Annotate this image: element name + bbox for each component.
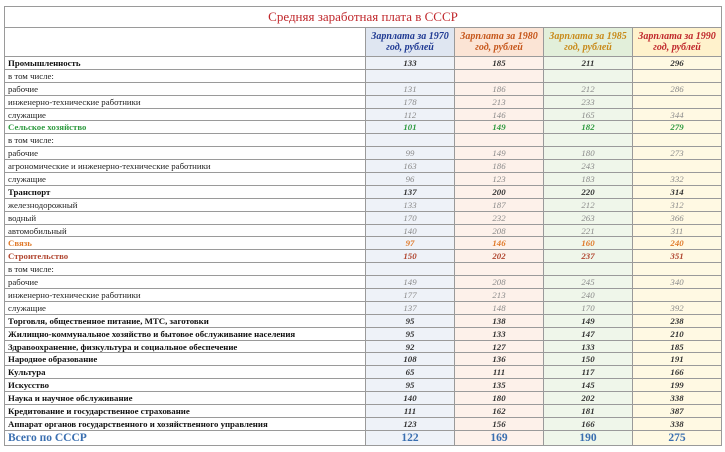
value-1980: 136 [455, 353, 544, 366]
value-1970: 95 [366, 379, 455, 392]
value-1985: 211 [544, 57, 633, 70]
value-1980: 111 [455, 366, 544, 379]
row-label: инженерно-технические работники [5, 95, 366, 108]
total-value-1970: 122 [366, 430, 455, 445]
row-label: в том числе: [5, 134, 366, 147]
row-label: Народное образование [5, 353, 366, 366]
row-label: автомобильный [5, 224, 366, 237]
header-blank-cell [5, 28, 366, 57]
value-1970: 95 [366, 314, 455, 327]
table-row [5, 392, 722, 405]
value-1985: 221 [544, 224, 633, 237]
value-1990 [633, 263, 722, 276]
value-1980: 149 [455, 121, 544, 134]
value-1990 [633, 289, 722, 302]
value-1990: 392 [633, 301, 722, 314]
row-label: Жилищно-коммунальное хозяйство и бытовое обслуживание населения [5, 327, 366, 340]
value-1970: 96 [366, 173, 455, 186]
table-row [5, 224, 722, 237]
value-1990: 199 [633, 379, 722, 392]
table-row [5, 134, 722, 147]
value-1990: 166 [633, 366, 722, 379]
table-row [5, 289, 722, 302]
row-label: инженерно-технические работники [5, 289, 366, 302]
row-label: Транспорт [5, 185, 366, 198]
value-1980: 180 [455, 392, 544, 405]
value-1980: 146 [455, 237, 544, 250]
value-1980: 232 [455, 211, 544, 224]
row-label: рабочие [5, 82, 366, 95]
value-1990: 279 [633, 121, 722, 134]
value-1980: 148 [455, 301, 544, 314]
value-1980: 187 [455, 198, 544, 211]
table-row [5, 353, 722, 366]
value-1990 [633, 160, 722, 173]
value-1970: 150 [366, 250, 455, 263]
row-label: водный [5, 211, 366, 224]
row-label: Строительство [5, 250, 366, 263]
value-1970: 178 [366, 95, 455, 108]
value-1980: 200 [455, 185, 544, 198]
table-row [5, 185, 722, 198]
value-1980: 133 [455, 327, 544, 340]
table-row [5, 301, 722, 314]
total-value-1985: 190 [544, 430, 633, 445]
value-1970: 131 [366, 82, 455, 95]
value-1990: 185 [633, 340, 722, 353]
table-row [5, 379, 722, 392]
value-1990: 338 [633, 392, 722, 405]
value-1985: 180 [544, 147, 633, 160]
value-1985: 245 [544, 276, 633, 289]
table-row [5, 417, 722, 430]
value-1980: 123 [455, 173, 544, 186]
value-1990: 296 [633, 57, 722, 70]
value-1990: 387 [633, 405, 722, 418]
value-1985: 237 [544, 250, 633, 263]
value-1990: 340 [633, 276, 722, 289]
value-1980: 149 [455, 147, 544, 160]
row-label: служащие [5, 108, 366, 121]
table-row [5, 57, 722, 70]
value-1970 [366, 134, 455, 147]
row-label: служащие [5, 301, 366, 314]
value-1980 [455, 263, 544, 276]
row-label: Наука и научное обслуживание [5, 392, 366, 405]
value-1990: 338 [633, 417, 722, 430]
table-body [5, 57, 722, 446]
table-row [5, 211, 722, 224]
table-row [5, 276, 722, 289]
value-1970: 177 [366, 289, 455, 302]
value-1985: 170 [544, 301, 633, 314]
value-1985 [544, 134, 633, 147]
value-1980: 202 [455, 250, 544, 263]
value-1985: 243 [544, 160, 633, 173]
value-1990: 314 [633, 185, 722, 198]
value-1990 [633, 69, 722, 82]
value-1985: 165 [544, 108, 633, 121]
table-row [5, 173, 722, 186]
value-1980: 185 [455, 57, 544, 70]
table-row [5, 327, 722, 340]
value-1970: 133 [366, 198, 455, 211]
value-1990: 312 [633, 198, 722, 211]
table-row [5, 82, 722, 95]
row-label: Промышленность [5, 57, 366, 70]
value-1990: 351 [633, 250, 722, 263]
value-1985: 133 [544, 340, 633, 353]
salary-table-container [4, 6, 721, 446]
value-1985: 149 [544, 314, 633, 327]
value-1970: 123 [366, 417, 455, 430]
total-value-1990: 275 [633, 430, 722, 445]
table-row [5, 340, 722, 353]
value-1985: 240 [544, 289, 633, 302]
value-1970: 133 [366, 57, 455, 70]
row-label: Сельское хозяйство [5, 121, 366, 134]
value-1990: 332 [633, 173, 722, 186]
value-1980: 162 [455, 405, 544, 418]
value-1990 [633, 134, 722, 147]
value-1980: 208 [455, 224, 544, 237]
row-label: в том числе: [5, 263, 366, 276]
row-label: железнодорожный [5, 198, 366, 211]
row-label: рабочие [5, 276, 366, 289]
value-1985: 202 [544, 392, 633, 405]
table-row [5, 198, 722, 211]
value-1980 [455, 134, 544, 147]
row-label: агрономические и инженерно-технические работники [5, 160, 366, 173]
value-1980: 186 [455, 160, 544, 173]
table-row [5, 250, 722, 263]
row-label: Торговля, общественное питание, МТС, заготовки [5, 314, 366, 327]
value-1970 [366, 263, 455, 276]
salary-table [4, 6, 722, 446]
value-1985: 166 [544, 417, 633, 430]
header-1970: Зарплата за 1970 год, рублей [366, 28, 455, 57]
table-row [5, 160, 722, 173]
value-1985: 212 [544, 198, 633, 211]
value-1990: 273 [633, 147, 722, 160]
row-label: служащие [5, 173, 366, 186]
row-label: Искусство [5, 379, 366, 392]
value-1970: 99 [366, 147, 455, 160]
header-1990: Зарплата за 1990 год, рублей [633, 28, 722, 57]
table-row [5, 366, 722, 379]
value-1970: 101 [366, 121, 455, 134]
total-label: Всего по СССР [5, 430, 366, 445]
row-label: Аппарат органов государственного и хозяйственного управления [5, 417, 366, 430]
value-1985: 160 [544, 237, 633, 250]
value-1970: 97 [366, 237, 455, 250]
table-row [5, 108, 722, 121]
value-1970: 111 [366, 405, 455, 418]
row-label: Культура [5, 366, 366, 379]
value-1990: 311 [633, 224, 722, 237]
value-1970: 140 [366, 392, 455, 405]
value-1990: 240 [633, 237, 722, 250]
value-1990: 210 [633, 327, 722, 340]
row-label: Здравоохранение, физкультура и социальное обеспечение [5, 340, 366, 353]
header-1985: Зарплата за 1985 год, рублей [544, 28, 633, 57]
value-1985 [544, 263, 633, 276]
value-1985: 150 [544, 353, 633, 366]
table-row [5, 121, 722, 134]
value-1985: 147 [544, 327, 633, 340]
value-1990 [633, 95, 722, 108]
value-1985: 183 [544, 173, 633, 186]
table-row [5, 263, 722, 276]
value-1980: 156 [455, 417, 544, 430]
value-1990: 344 [633, 108, 722, 121]
value-1985: 220 [544, 185, 633, 198]
value-1985: 263 [544, 211, 633, 224]
total-row [5, 430, 722, 445]
value-1970: 137 [366, 185, 455, 198]
value-1970 [366, 69, 455, 82]
value-1980: 135 [455, 379, 544, 392]
value-1980: 138 [455, 314, 544, 327]
row-label: Связь [5, 237, 366, 250]
value-1980: 213 [455, 289, 544, 302]
value-1970: 65 [366, 366, 455, 379]
value-1970: 112 [366, 108, 455, 121]
value-1980 [455, 69, 544, 82]
value-1985: 145 [544, 379, 633, 392]
value-1990: 238 [633, 314, 722, 327]
value-1990: 191 [633, 353, 722, 366]
value-1970: 95 [366, 327, 455, 340]
row-label: Кредитование и государственное страхование [5, 405, 366, 418]
value-1980: 146 [455, 108, 544, 121]
header-1980: Зарплата за 1980 год, рублей [455, 28, 544, 57]
value-1980: 213 [455, 95, 544, 108]
table-title: Средняя заработная плата в СССР [5, 7, 722, 28]
row-label: в том числе: [5, 69, 366, 82]
value-1990: 286 [633, 82, 722, 95]
table-row [5, 147, 722, 160]
value-1970: 92 [366, 340, 455, 353]
value-1985: 117 [544, 366, 633, 379]
value-1970: 137 [366, 301, 455, 314]
value-1990: 366 [633, 211, 722, 224]
value-1970: 163 [366, 160, 455, 173]
row-label: рабочие [5, 147, 366, 160]
table-row [5, 237, 722, 250]
value-1970: 108 [366, 353, 455, 366]
value-1985: 182 [544, 121, 633, 134]
value-1980: 127 [455, 340, 544, 353]
value-1985: 212 [544, 82, 633, 95]
total-value-1980: 169 [455, 430, 544, 445]
value-1985: 233 [544, 95, 633, 108]
table-row [5, 95, 722, 108]
value-1970: 140 [366, 224, 455, 237]
table-row [5, 314, 722, 327]
table-row [5, 405, 722, 418]
value-1980: 186 [455, 82, 544, 95]
value-1970: 149 [366, 276, 455, 289]
value-1970: 170 [366, 211, 455, 224]
table-row [5, 69, 722, 82]
value-1985: 181 [544, 405, 633, 418]
value-1985 [544, 69, 633, 82]
value-1980: 208 [455, 276, 544, 289]
